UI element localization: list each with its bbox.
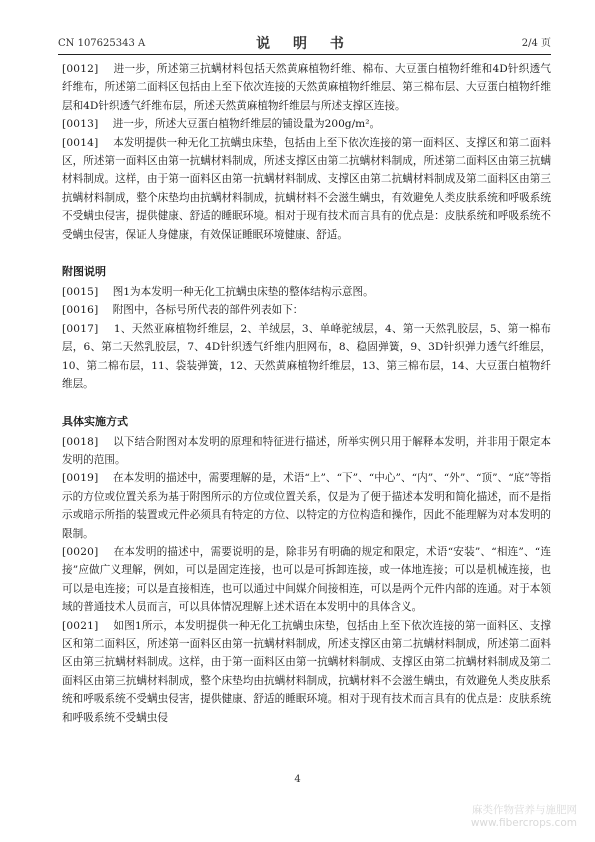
paragraph-0016	[62, 301, 551, 319]
paragraph-0014	[62, 134, 551, 244]
paragraph-0019	[62, 469, 551, 543]
page-number: 4	[294, 774, 301, 785]
paragraph-text: 附图中，各标号所代表的部件列表如下：	[112, 304, 304, 317]
paragraph-number: [0012]	[62, 63, 99, 75]
paragraph-0012	[62, 60, 551, 115]
paragraph-number: [0014]	[62, 136, 99, 149]
paragraph-number: [0021]	[62, 619, 99, 632]
paragraph-text: 本发明提供一种无化工抗螨虫床垫，包括由上至下依次连接的第一面料区、支撑区和第二面料区，所述第一面料区由第一抗螨材料制成，所述支撑区由第二抗螨材料制成，所述第二面料区由第三抗螨材料制成。这样，由于第一面料区由第一抗螨材料制成、支撑区由第二抗螨材料制成及第二面料区由第三抗螨材料制成，整个床垫均由抗螨材料制成，抗螨材料不会滋生螨虫，有效避免人类皮肤系统和呼吸系统不受螨虫侵害，提供健康、舒适的睡眠环境。相对于现有技术而言具有的优点是：皮肤系统和呼吸系统不受螨虫侵害，保证人身健康，有效保证睡眠环境健康、舒适。	[62, 136, 551, 241]
paragraph-number: [0017]	[62, 322, 99, 335]
section-heading-embodiments: 具体实施方式	[62, 414, 128, 428]
page-header	[58, 33, 551, 53]
paragraph-number: [0020]	[62, 545, 99, 558]
watermark-line-2: www.fibercrops.com	[470, 817, 577, 829]
paragraph-0021	[62, 617, 551, 727]
watermark-line-1: 麻类作物营养与施肥网	[472, 804, 577, 816]
paragraph-0015	[62, 283, 551, 301]
paragraph-0018	[62, 433, 551, 470]
publication-number: CN 107625343 A	[58, 38, 146, 49]
document-body	[62, 60, 551, 727]
paragraph-text: 图1为本发明一种无化工抗螨虫床垫的整体结构示意图。	[112, 286, 374, 299]
paragraph-text: 进一步，所述大豆蛋白植物纤维层的铺设量为200g/m²。	[112, 118, 381, 131]
paragraph-0017	[62, 320, 551, 394]
paragraph-0013	[62, 115, 551, 133]
paragraph-number: [0019]	[62, 472, 99, 485]
site-watermark	[471, 804, 577, 830]
paragraph-0020	[62, 543, 551, 617]
paragraph-text: 进一步，所述第三抗螨材料包括天然黄麻植物纤维、棉布、大豆蛋白植物纤维和4D针织透气纤维布，所述第二面料区包括由上至下依次连接的天然黄麻植物纤维层、第三棉布层、大豆蛋白植物纤维层和4D针织透气纤维布层，所述天然黄麻植物纤维层与所述支撑区连接。	[62, 63, 551, 112]
paragraph-text: 以下结合附图对本发明的原理和特征进行描述，所举实例只用于解释本发明，并非用于限定本发明的范围。	[62, 435, 551, 466]
header-divider	[58, 54, 551, 55]
paragraph-text: 1、天然亚麻植物纤维层，2、羊绒层，3、单峰驼绒层，4、第一天然乳胶层，5、第一棉布层，6、第二天然乳胶层，7、4D针织透气纤维内胆网布，8、稳固弹簧，9、3D针织弹力透气纤维层，10、第二棉布层，11、袋装弹簧，12、天然黄麻植物纤维层，13、第三棉布层，14、大豆蛋白植物纤维层。	[62, 322, 551, 391]
paragraph-number: [0016]	[62, 304, 99, 317]
document-title: 说 明 书	[256, 36, 353, 52]
paragraph-number: [0015]	[62, 286, 99, 299]
paragraph-number: [0018]	[62, 435, 99, 448]
paragraph-number: [0013]	[62, 118, 99, 131]
paragraph-text: 在本发明的描述中，需要理解的是，术语“上”、“下”、“中心”、“内”、“外”、“顶”、“底”等指示的方位或位置关系为基于附图所示的方位或位置关系，仅是为了便于描述本发明和简化描述，而不是指示或暗示所指的装置或元件必须具有特定的方位、以特定的方位构造和操作，因此不能理解为对本发明的限制。	[62, 472, 551, 540]
page-indicator: 2/4 页	[521, 38, 551, 49]
paragraph-text: 在本发明的描述中，需要说明的是，除非另有明确的规定和限定，术语“安装”、“相连”、“连接”应做广义理解，例如，可以是固定连接，也可以是可拆卸连接，或一体地连接；可以是机械连接，也可以是电连接；可以是直接相连，也可以通过中间媒介间接相连，可以是两个元件内部的连通。对于本领域的普通技术人员而言，可以具体情况理解上述术语在本发明中的具体含义。	[62, 545, 551, 614]
section-heading-figures: 附图说明	[62, 265, 106, 279]
paragraph-text: 如图1所示，本发明提供一种无化工抗螨虫床垫，包括由上至下依次连接的第一面料区、支撑区和第二面料区，所述第一面料区由第一抗螨材料制成，所述支撑区由第二抗螨材料制成，所述第二面料区由第三抗螨材料制成。这样，由于第一面料区由第一抗螨材料制成、支撑区由第二抗螨材料制成及第二面料区由第三抗螨材料制成，整个床垫均由抗螨材料制成，抗螨材料不会滋生螨虫，有效避免人类皮肤系统和呼吸系统不受螨虫侵害，提供健康、舒适的睡眠环境。相对于现有技术而言具有的优点是：皮肤系统和呼吸系统不受螨虫侵	[62, 619, 551, 724]
